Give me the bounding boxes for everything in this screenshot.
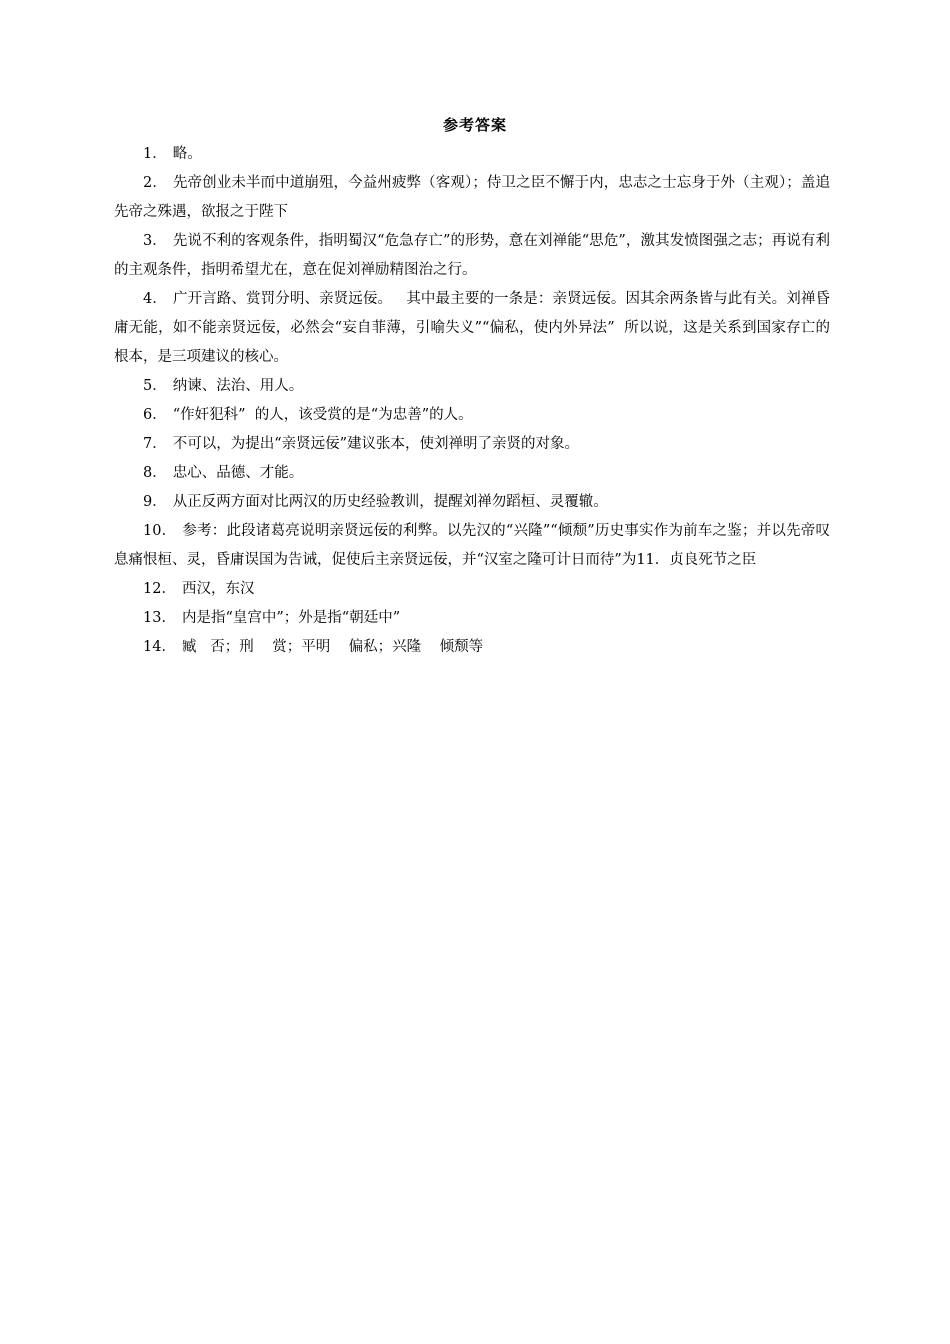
answer-number: 2． [143, 175, 167, 191]
answer-item-10 [114, 517, 830, 575]
answer-number: 12． [143, 581, 176, 597]
answer-item-2 [114, 169, 830, 227]
answer-number: 13． [143, 610, 176, 626]
answer-item-5 [114, 372, 830, 401]
answer-text: 西汉，东汉 [181, 581, 255, 597]
answer-item-4 [114, 285, 830, 372]
answer-text: 参考：此段诸葛亮说明亲贤远佞的利弊。以先汉的“兴隆”“倾颓”历史事实作为前车之鉴；并以先帝叹息痛恨桓、灵，昏庸误国为告诫，促使后主亲贤远佞，并“汉室之隆可计日而待”为11．贞良死节之臣 [114, 523, 830, 568]
answer-number: 1． [143, 146, 167, 162]
answer-item-1 [114, 140, 830, 169]
answer-text: 纳谏、法治、用人。 [172, 378, 304, 394]
answer-text: 略。 [172, 146, 202, 162]
answer-number: 14． [143, 639, 176, 655]
answer-text: 不可以，为提出“亲贤远佞”建议张本，使刘禅明了亲贤的对象。 [172, 436, 580, 452]
answer-item-3 [114, 227, 830, 285]
answer-item-7 [114, 430, 830, 459]
answer-text: 臧 否；刑 赏；平明 偏私；兴隆 倾颓等 [181, 639, 484, 655]
answer-number: 6． [143, 407, 167, 423]
answer-text: 内是指“皇宫中”；外是指“朝廷中” [181, 610, 401, 626]
answer-number: 10． [143, 523, 177, 539]
answer-item-13 [114, 604, 830, 633]
answer-number: 8． [143, 465, 167, 481]
answer-number: 5． [143, 378, 167, 394]
answer-list [114, 140, 830, 662]
answer-number: 9． [143, 494, 167, 510]
answer-item-14 [114, 633, 830, 662]
answer-text: 忠心、品德、才能。 [172, 465, 304, 481]
answer-item-12 [114, 575, 830, 604]
answer-item-8 [114, 459, 830, 488]
answer-number: 7． [143, 436, 167, 452]
answer-text: 从正反两方面对比两汉的历史经验教训，提醒刘禅勿蹈桓、灵覆辙。 [172, 494, 608, 510]
answer-text: 先帝创业未半而中道崩殂，今益州疲弊（客观）；侍卫之臣不懈于内，忠志之士忘身于外（主观）；盖追先帝之殊遇，欲报之于陛下 [114, 175, 830, 220]
answer-text: 广开言路、赏罚分明、亲贤远佞。 其中最主要的一条是：亲贤远佞。因其余两条皆与此有关。刘禅昏庸无能，如不能亲贤远佞，必然会“妄自菲薄，引喻失义”“偏私，使内外异法” 所以说，这是关系到国家存亡的根本，是三项建议的核心。 [114, 291, 830, 365]
answer-item-6 [114, 401, 830, 430]
answer-text: “作奸犯科” 的人，该受赏的是“为忠善”的人。 [172, 407, 473, 423]
answer-item-9 [114, 488, 830, 517]
answer-number: 4． [143, 291, 167, 307]
page-title: 参考答案 [442, 116, 507, 134]
answer-text: 先说不利的客观条件，指明蜀汉“危急存亡”的形势，意在刘禅能“思危”，激其发愤图强之志；再说有利的主观条件，指明希望尤在，意在促刘禅励精图治之行。 [114, 233, 830, 278]
answer-number: 3． [143, 233, 167, 249]
